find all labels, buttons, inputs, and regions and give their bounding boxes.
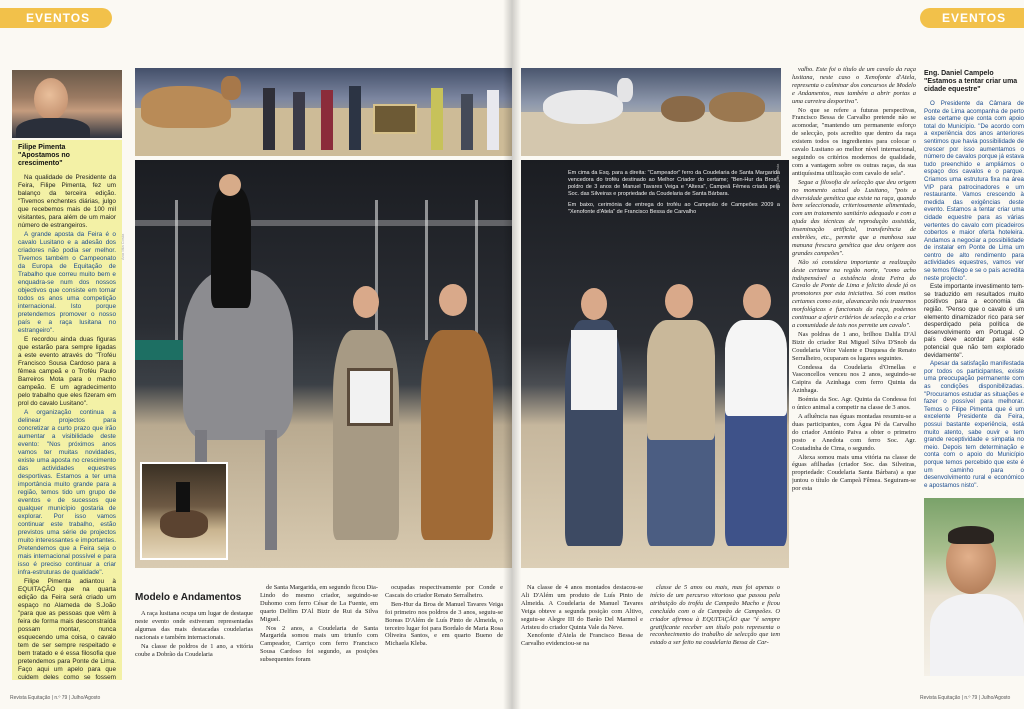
- photo-horses-parade: [135, 68, 512, 156]
- section-tab-eventos: EVENTOS: [0, 8, 112, 28]
- portrait-filipe-pimenta: [12, 70, 122, 138]
- article-col-3: ocupadas respectivamente por Conde e Cascais do criador Renato Serralheiro. Ben-Hur da Broa de Manuel Tavares Veiga foi primeiro nos poldros de 3 anos, seguiu-se Boreas D'Além de Luís Pinto de Almeida, o terceiro lugar foi para Bordalo de Maria Rosa Oliveira Santos, e em quarto Bueno de Michaela Kleba.: [385, 584, 503, 648]
- sidebar-right-title: Eng. Daniel Campelo "Estamos a tentar criar uma cidade equestre": [924, 70, 1018, 93]
- photo-caption: Em cima da Esq. para a direita: "Campeador" ferro da Coudelaria de Santa Margarida vencedora do troféu destinado ao Melhor Criador do certame; "Ben-Hur da Broa", poldro de 3 anos de Manuel Tavares Veiga e "Altexa", Campeã Fêmea criada pela Soc. das Silveiras e propriedade da Coudelaria de Santa Bárbara. Em baixo, cerimónia de entrega do troféu ao Campeão de Campeões 2009 a "Xenofonte d'Atela" de Francisco Bessa de Carvalho: [568, 170, 780, 215]
- sidebar-right-text: O Presidente da Câmara de Ponte de Lima acompanha de perto este certame que conta com apoio total do Município. "De acordo com a experiência dos anos anteriores sentimos que havia possibilidade de crescer por isso aumentamos o número de cavalos porque já estava tudo preenchido e ampliámos o espaço dos cavalos e o parque. Criamos uma estrutura fixa na área VIP para patrocinadores e um restaurante. Vamos crescendo à medida das exigências deste evento. Estamos a tentar criar uma cidade equestre para as várias vertentes do cavalo com picadeiros cobertos e maior oferta hoteleira. Andamos a negociar a possibilidade de instalar em Ponte de Lima um centro de alto rendimento para actividades equestres, vamos ver se temos fôlego e se o país acredita neste projecto". Este importante investimento tem-se traduzido em resultados muito positivos para a economia da região. "Penso que o cavalo é um elemento dinamizador rico para ser desperdiçado pela política de desenvolvimento em Portugal. O país deve acordar para este potencial que não tem explorado devidamente". Apesar da satisfação manifestada por todos os participantes, existe uma preocupação permanente com as condições disponibilizadas. "Procuramos estudar as situações e fazer o possível para melhorar. Temos o Filipe Pimenta que é um excelente Presidente da Feira, possui bastante experiência, está muito atento, sabe ouvir e tem grande receptividade e simpatia no meio. Depois tem determinação e conta com o apoio do Município porque temos percebido que este é um caminho para o desenvolvimento rural e económico e apostamos nisto".: [924, 100, 1024, 489]
- article-col-5: classe de 5 anos ou mais, mas foi apenas o início de um percurso vitorioso que passou pela atribuição do troféu de Campeão Macho e ficou concluído com o de Campeão de Campeões. O criador afirmou à EQUITAÇÃO que "é sempre gratificante receber um título pois representa o reconhecimento do trabalho de selecção que tem estado a ser feito na coudelaria Bessa de Car-: [650, 584, 780, 647]
- footer-right: Revista Equitação | n.º 79 | Julho/Agosto: [920, 695, 1011, 701]
- article-col-1: A raça lusitana ocupa um lugar de destaque neste evento onde estiveram representadas algumas das mais destacadas coudelarias nacionais e também internacionais. Na classe de poldros de 1 ano, a vitória coube a Dobrão da Coudelaria: [135, 610, 253, 658]
- sidebar-name: Filipe Pimenta "Apostamos no crescimento": [18, 144, 70, 167]
- photo-horses-arena: [521, 68, 781, 156]
- portrait-daniel-campelo: [924, 498, 1024, 676]
- photo-trophy-ceremony-right: [521, 160, 789, 568]
- sidebar-filipe-pimenta: [12, 140, 122, 680]
- article-col-4: Na classe de 4 anos montados destacou-se Ali D'Além um produto de Luís Pinto de Almeida. A Coudelaria de Manuel Tavares Veiga obteve a segunda posição com Altivo, seguiu-se Alegre III do Barão Del Marmol e Aristeu do criador Quinta Vale da Neve. Xenofonte d'Atela de Francisco Bessa de Carvalho evidenciou-se na: [521, 584, 643, 648]
- article-col-2: de Santa Margarida, em segundo ficou Dia-Lindo do mesmo criador, seguindo-se Duhomo com ferro César de La Fuente, em quarto Delfim D'Al Bizir de Rui da Silva Miguel. Nos 2 anos, a Coudelaria de Santa Margarida somou mais um triunfo com Campeador, Carriço com ferro Francisco Sousa Cardoso foi segundo, as posições subsequentes foram: [260, 584, 378, 664]
- footer-left: Revista Equitação | n.º 79 | Julho/Agosto: [10, 695, 101, 701]
- section-tab-eventos-right: EVENTOS: [920, 8, 1024, 28]
- sidebar-text: Na qualidade de Presidente da Feira, Filipe Pimenta, fez um balanço da terceira edição. "Tivemos enchentes diárias, julgo que recebemos mais de 100 mil visitantes, para além de um maior número de estrangeiros. A grande aposta da Feira é o cavalo Lusitano e a adesão dos criadores não podia ser melhor. Tivemos também o Campeonato da Europa de Equitação de Trabalho que correu muito bem e enquadra-se num dos nossos objectivos que consiste em tornar todos os anos uma competição internacional. Isto porque pretendemos promover o nosso país e a raça lusitana no estrangeiro". E recordou ainda duas figuras que estarão para sempre ligadas a este evento através do "Troféu Francisco Sousa Cardoso para a fêmea campeã e o Troféu Paulo Barreiros Mota para o macho campeão. E um agradecimento pelo trabalho que eles fizeram em prol do cavalo Lusitano". A organização continua a delinear projectos para concretizar a curto prazo que irão aumentar a visibilidade deste evento: "Nos próximos anos vamos ter muitas novidades, existe uma aposta no crescimento das actividades equestres desportivas. Estamos a ter uma importância muito grande para a região, temos tido um grupo de eventos e de sucessos que qualquer município gostaria de explorar. Por isso vamos continuar este trabalho, estão previstos uma série de projectos muito interessantes e importantes. Pretendemos que a Feira seja o mais internacional possível e para isso é preciso continuar a criar infra-estruturas de qualidade". Filipe Pimenta adiantou à EQUITAÇÃO que na quarta edição da Feira será criado um espaço no Alameda de S.João "para que as pessoas que vêm à feira de forma mais desconstraída possam montar, nunca esquecendo uma coisa, o cavalo tem de ser sempre respeitado e bem tratado e é essa filosofia que pretendemos para Ponte de Lima. Faço aqui um apelo para que cuidem deles como se fossem: [18, 174, 116, 680]
- photo-inset-rider: [140, 462, 228, 560]
- photo-credit-right: Ana Mia Costa: [775, 163, 780, 190]
- photo-credit-left: Ana Mia Costa: [120, 233, 125, 260]
- article-title: Modelo e Andamentos: [135, 592, 242, 603]
- article-col-6: valho. Este foi o título de um cavalo da raça lusitana, neste caso o Xenofonte d'Atela, representa o culminar dos concursos de Modelo e Andamentos, mas também a abrir portas a uma carreira desportiva". No que se refere a futuras perspectivas, Francisco Bessa de Carvalho pretende não se acomodar, "mantendo um permanente esforço de selecção, pois acredito que dentro da raça existem todos os ingredientes para colocar o cavalo Lusitano ao melhor nível internacional, seguindo os critérios modernos de qualidade, com a vantagem sobre os outras raças, da sua antiquíssima utilização com cavalo de sela". Segue a filosofia de selecção que deu origem no momento actual do Lusitano, "pois a diversidade genética que existe na raça, quando bem seleccionada, criteriosamente alimentado, com um tratamento sanitário adequado e com a ajuda das técnicas de reprodução assistida, inseminação artificial, transferência de embriões, etc., permite que a manhosa sua manuna frescura genética que deu origem aos grandes campeões". Não só considera importante a realização deste certame na região norte, "como acho indispensável a existência desta Feira do Cavalo de Ponte de Lima e felicito desde já os promotores por esta iniciativa. Só com muitos certames como este, alavancarão nós trazermos morfológicas e funcionais da raça, podemos continuar a aferir critérios de selecção e a criar a comunidade de tais nos permite um cavalo". Nas poldras de 1 ano, brilhou Dalila D'Al Bizir do criador Rui Miguel Silva D'Snob da Coudelaria Vítor Valente e Duquesa de Renato Serralheiro, ocuparam os lugares seguintes. Condessa da Coudelaria d'Ornellas e Vasconcellos venceu nos 2 anos, seguindo-se Caipira da Azinhaga com ferro Quinta da Azinhaga. Boémia da Soc. Agr. Quinta da Condessa foi o único animal a competir na classe de 3 anos. A afluência nas éguas montadas resumiu-se a duas participantes, com Água Pé da Carvalho do criador António Paiva a obter o primeiro posto e Anedota com ferro Soc. Agr. Coutadinha de Cima, o segundo. Altexa somou mais uma vitória na classe de éguas afilhadas (criador Soc. das Silveiras, propriedade: Coudelaria Santa Bárbara) a que juntou o título de Campeã Fêmea. Seguiram-se por esta: [792, 66, 916, 493]
